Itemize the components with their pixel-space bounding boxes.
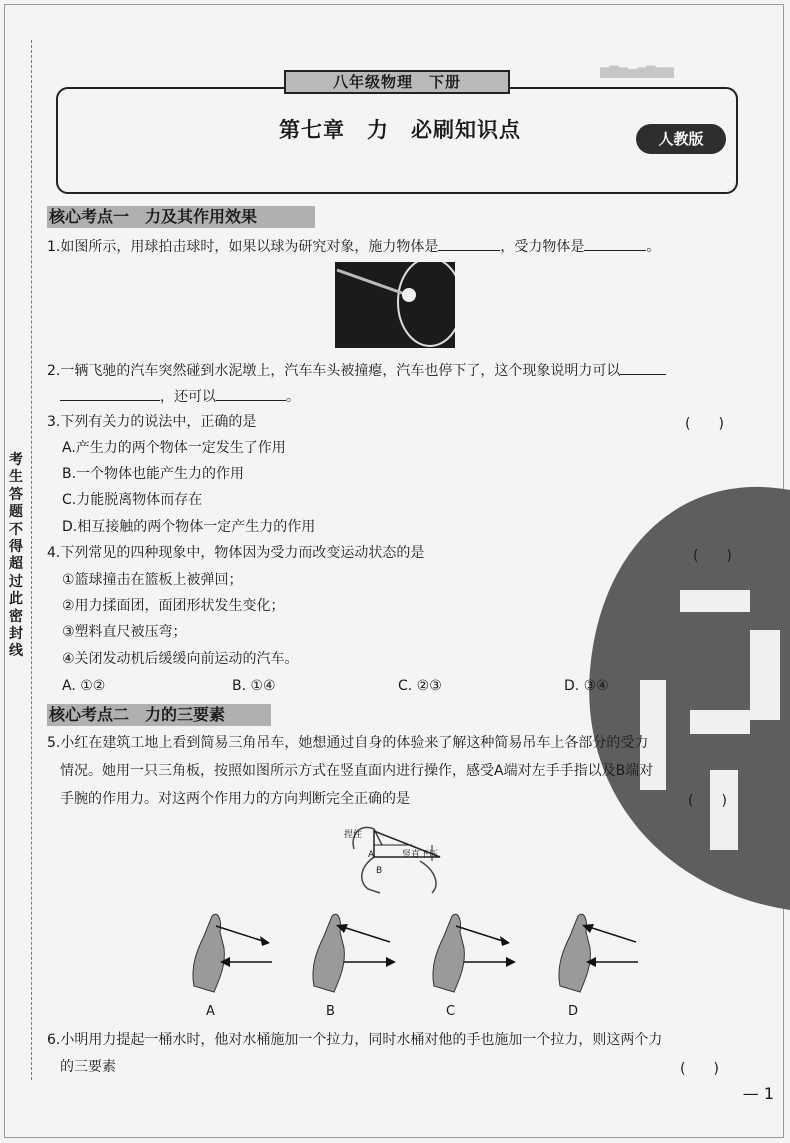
choice-a[interactable]: A. ①② bbox=[62, 678, 106, 694]
page-number: — 1 bbox=[742, 1084, 774, 1103]
figure-option-a[interactable]: A bbox=[206, 1004, 215, 1019]
hand-diagram-a bbox=[186, 906, 282, 996]
arrowhead-icon bbox=[260, 936, 270, 946]
question-5-line2: 情况。她用一只三角板，按照如图所示方式在竖直面内进行操作，感受A端对左手手指以及B端对 bbox=[60, 763, 654, 779]
question-1: 1.如图所示，用球拍击球时，如果以球为研究对象，施力物体是 ，受力物体是 。 bbox=[47, 236, 660, 256]
watermark-glyph bbox=[680, 590, 750, 612]
figure-label-press: 竖直下压 bbox=[402, 850, 439, 860]
answer-blank[interactable] bbox=[60, 386, 160, 401]
chapter-title: 第七章 力 必刷知识点 bbox=[279, 118, 521, 142]
force-arrow bbox=[586, 926, 636, 942]
watermark-glyph bbox=[690, 710, 750, 734]
bleed-through: ▆▇▆▅▆▇▆▆ bbox=[600, 64, 674, 78]
question-2: 2.一辆飞驰的汽车突然碰到水泥墩上，汽车车头被撞瘪，汽车也停下了，这个现象说明力可以 bbox=[47, 360, 666, 380]
option-a[interactable]: A.产生力的两个物体一定发生了作用 bbox=[62, 440, 286, 456]
question-2-line2: ，还可以 。 bbox=[60, 386, 300, 406]
option-b[interactable]: B.一个物体也能产生力的作用 bbox=[62, 466, 245, 482]
figure-label-a: A bbox=[368, 850, 375, 860]
force-arrow bbox=[216, 926, 266, 942]
figure-option-c[interactable]: C bbox=[446, 1004, 456, 1019]
answer-blank[interactable] bbox=[620, 360, 666, 375]
seal-line bbox=[31, 40, 32, 1080]
figure-option-b[interactable]: B bbox=[326, 1004, 335, 1019]
choice-c[interactable]: C. ②③ bbox=[398, 678, 442, 694]
hand-diagram-b bbox=[306, 906, 402, 996]
list-item: ①篮球撞击在篮板上被弹回； bbox=[62, 572, 243, 588]
force-arrow bbox=[456, 926, 506, 942]
book-label: 八年级物理 下册 bbox=[284, 70, 510, 94]
right-hand-outline bbox=[420, 861, 436, 893]
question-5-line3: 手腕的作用力。对这两个作用力的方向判断完全正确的是 bbox=[60, 791, 410, 807]
answer-bracket[interactable]: ( ) bbox=[693, 548, 732, 564]
seal-note: 考生答题不得超过此密封线 bbox=[9, 452, 23, 660]
arrowhead-icon bbox=[506, 957, 516, 967]
list-item: ④关闭发动机后缓缓向前运动的汽车。 bbox=[62, 651, 299, 667]
figure-label-pinch: 捏住 bbox=[344, 830, 363, 840]
answer-blank[interactable] bbox=[438, 236, 500, 251]
edition-badge: 人教版 bbox=[636, 124, 726, 154]
racket-photo bbox=[335, 262, 455, 348]
section-heading-2: 核心考点二 力的三要素 bbox=[47, 704, 271, 726]
list-item: ③塑料直尺被压弯； bbox=[62, 624, 187, 640]
force-arrow bbox=[340, 926, 390, 942]
watermark-glyph bbox=[750, 630, 780, 720]
racket-illustration bbox=[335, 262, 455, 348]
option-d[interactable]: D.相互接触的两个物体一定产生力的作用 bbox=[62, 519, 316, 535]
list-item: ②用力揉面团，面团形状发生变化； bbox=[62, 598, 285, 614]
hand-diagram-d bbox=[552, 906, 648, 996]
answer-blank[interactable] bbox=[584, 236, 646, 251]
hand-shape bbox=[433, 914, 464, 992]
question-6-line1: 6.小明用力提起一桶水时，他对水桶施加一个拉力，同时水桶对他的手也施加一个拉力，则这两个力 bbox=[47, 1032, 663, 1048]
figure-label-b: B bbox=[376, 866, 383, 876]
answer-blank[interactable] bbox=[216, 386, 286, 401]
arrowhead-icon bbox=[386, 957, 396, 967]
answer-bracket[interactable]: ( ) bbox=[680, 1061, 719, 1077]
racket-frame bbox=[398, 262, 455, 346]
question-3-stem: 3.下列有关力的说法中，正确的是 bbox=[47, 414, 257, 430]
ball-icon bbox=[402, 288, 416, 302]
choice-b[interactable]: B. ①④ bbox=[232, 678, 276, 694]
answer-bracket[interactable]: ( ) bbox=[685, 416, 724, 432]
answer-bracket[interactable]: ( ) bbox=[688, 793, 727, 809]
option-c[interactable]: C.力能脱离物体而存在 bbox=[62, 492, 203, 508]
section-heading-1: 核心考点一 力及其作用效果 bbox=[47, 206, 315, 228]
hand-diagram-c bbox=[426, 906, 522, 996]
hand-shape bbox=[193, 914, 224, 992]
question-4-stem: 4.下列常见的四种现象中，物体因为受力而改变运动状态的是 bbox=[47, 545, 425, 561]
arrowhead-icon bbox=[500, 936, 510, 946]
question-5-line1: 5.小红在建筑工地上看到简易三角吊车，她想通过自身的体验来了解这种简易吊车上各部分的受力 bbox=[47, 735, 649, 751]
figure-option-d[interactable]: D bbox=[568, 1004, 579, 1019]
question-6-line2: 的三要素 bbox=[60, 1059, 116, 1075]
choice-d[interactable]: D. ③④ bbox=[564, 678, 609, 694]
motion-streak bbox=[337, 270, 405, 294]
watermark-glyph bbox=[710, 770, 738, 850]
